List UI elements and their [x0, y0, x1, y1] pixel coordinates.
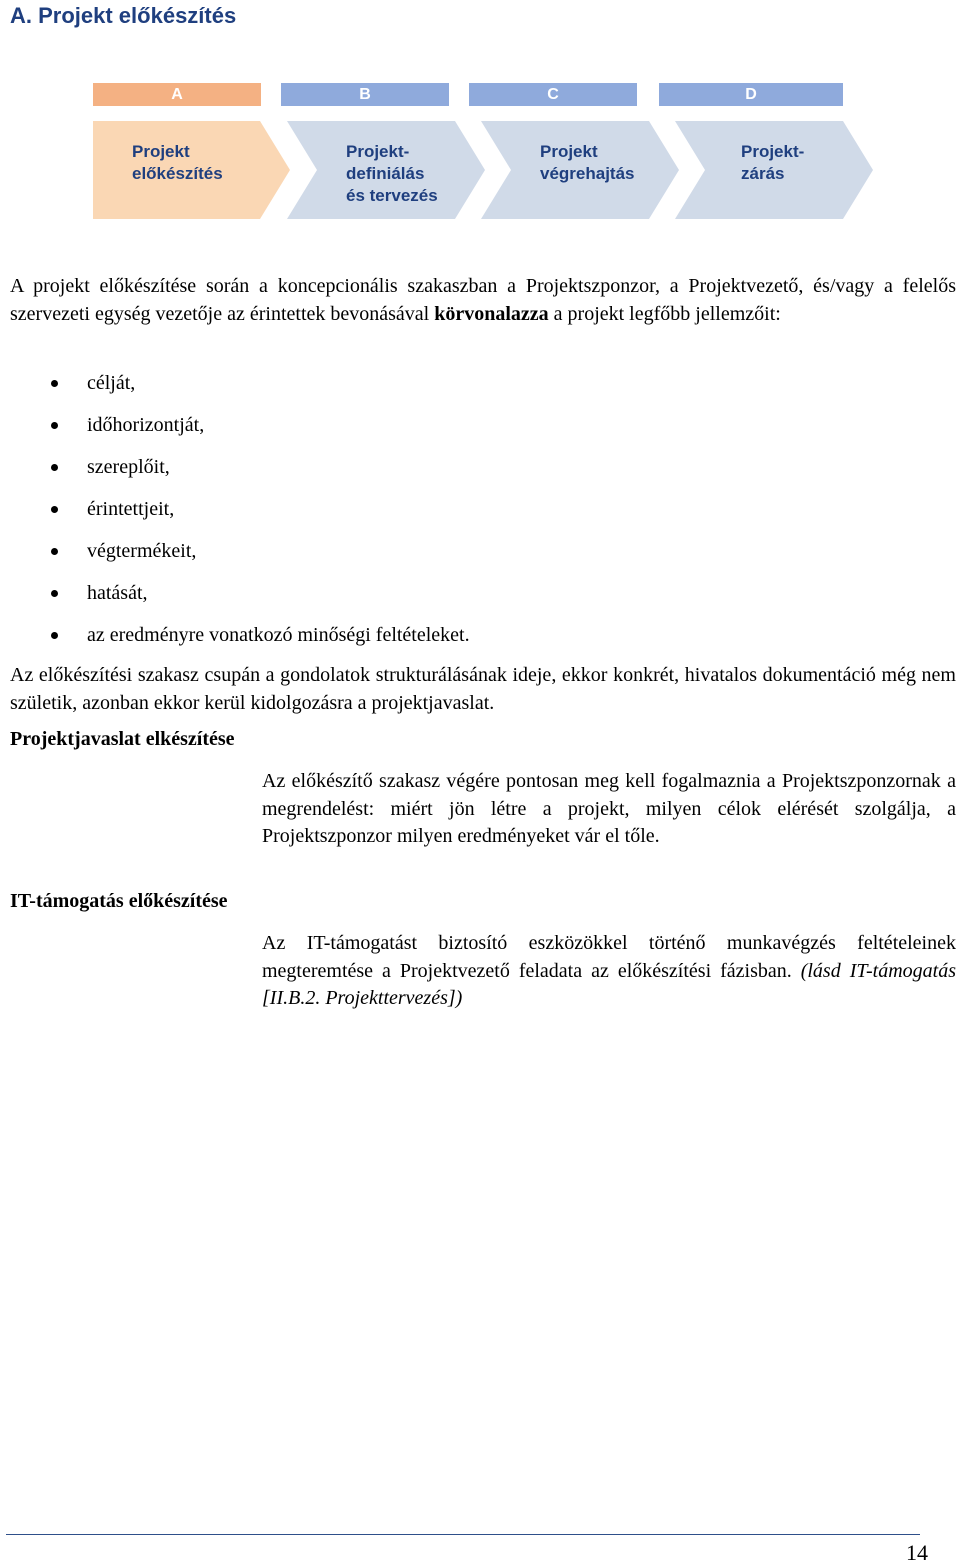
list-item — [10, 488, 470, 530]
list-item-text: célját, — [87, 372, 136, 394]
it-support-reference: (lásd IT-támogatás [II.B.2. Projekttervezés]) — [262, 959, 956, 1009]
bullet-icon — [51, 632, 58, 639]
list-item — [10, 530, 470, 572]
phase-label-closure: Projekt- zárás — [741, 142, 805, 183]
list-item — [10, 614, 470, 656]
it-support-text — [262, 930, 956, 1013]
phase-chevrons — [0, 0, 960, 230]
phase-label-preparation: Projekt előkészítés — [132, 142, 223, 183]
section-heading: A. Projekt előkészítés — [10, 3, 237, 28]
phase-tag-b: B — [281, 83, 449, 106]
bullet-icon — [51, 464, 58, 471]
list-item-text: végtermékeit, — [87, 540, 197, 562]
phase-tag-a: A — [93, 83, 261, 106]
proposal-text: Az előkészítő szakasz végére pontosan meg kell fogalmaznia a Projektszponzornak a megrendelést: miért jön létre a projekt, milyen célok elérését szolgálja, a Projektszponzor milyen eredményeket vár el tőle. — [262, 770, 956, 847]
list-item — [10, 446, 470, 488]
intro-bold-word: körvonalazza — [434, 302, 549, 325]
intro-paragraph — [10, 273, 956, 328]
list-item-text: hatását, — [87, 582, 148, 604]
list-item — [10, 362, 470, 404]
bullet-icon — [51, 548, 58, 555]
phase-tag-c: C — [469, 83, 637, 106]
list-item — [10, 404, 470, 446]
intro-text-start: A projekt előkészítése során a koncepcionális szakaszban a Projektszponzor, a Projektvezető, és/vagy a felelős szervezeti egység vezetője az érintettek bevonásával — [10, 275, 956, 325]
list-item — [10, 572, 470, 614]
it-support-text-main: Az IT-támogatást biztosító eszközökkel történő munkavégzés feltételeinek megteremtése a Projektvezető feladata az előkészítési fázisban. — [262, 932, 956, 982]
footer-divider — [6, 1534, 920, 1535]
phase-label-execution: Projekt végrehajtás — [540, 142, 635, 183]
page-number: 14 — [906, 1540, 928, 1565]
it-support-heading: IT-támogatás előkészítése — [10, 890, 228, 912]
phase-tag-d: D — [659, 83, 843, 106]
proposal-heading: Projektjavaslat elkészítése — [10, 728, 235, 750]
list-item-text: szereplőit, — [87, 456, 170, 478]
intro-text-end: a projekt legfőbb jellemzőit: — [548, 302, 781, 325]
bullet-icon — [51, 590, 58, 597]
bullet-icon — [51, 380, 58, 387]
bullet-icon — [51, 422, 58, 429]
characteristics-list — [10, 362, 470, 656]
list-item-text: érintettjeit, — [87, 498, 175, 520]
bullet-icon — [51, 506, 58, 513]
list-item-text: időhorizontját, — [87, 414, 205, 436]
list-item-text: az eredményre vonatkozó minőségi feltételeket. — [87, 624, 470, 646]
phase-label-definition: Projekt- definiálás és tervezés — [346, 142, 438, 205]
preparation-paragraph: Az előkészítési szakasz csupán a gondolatok strukturálásának ideje, ekkor konkrét, hivatalos dokumentáció még nem születik, azonban ekkor kerül kidolgozásra a projektjavaslat. — [10, 664, 956, 714]
